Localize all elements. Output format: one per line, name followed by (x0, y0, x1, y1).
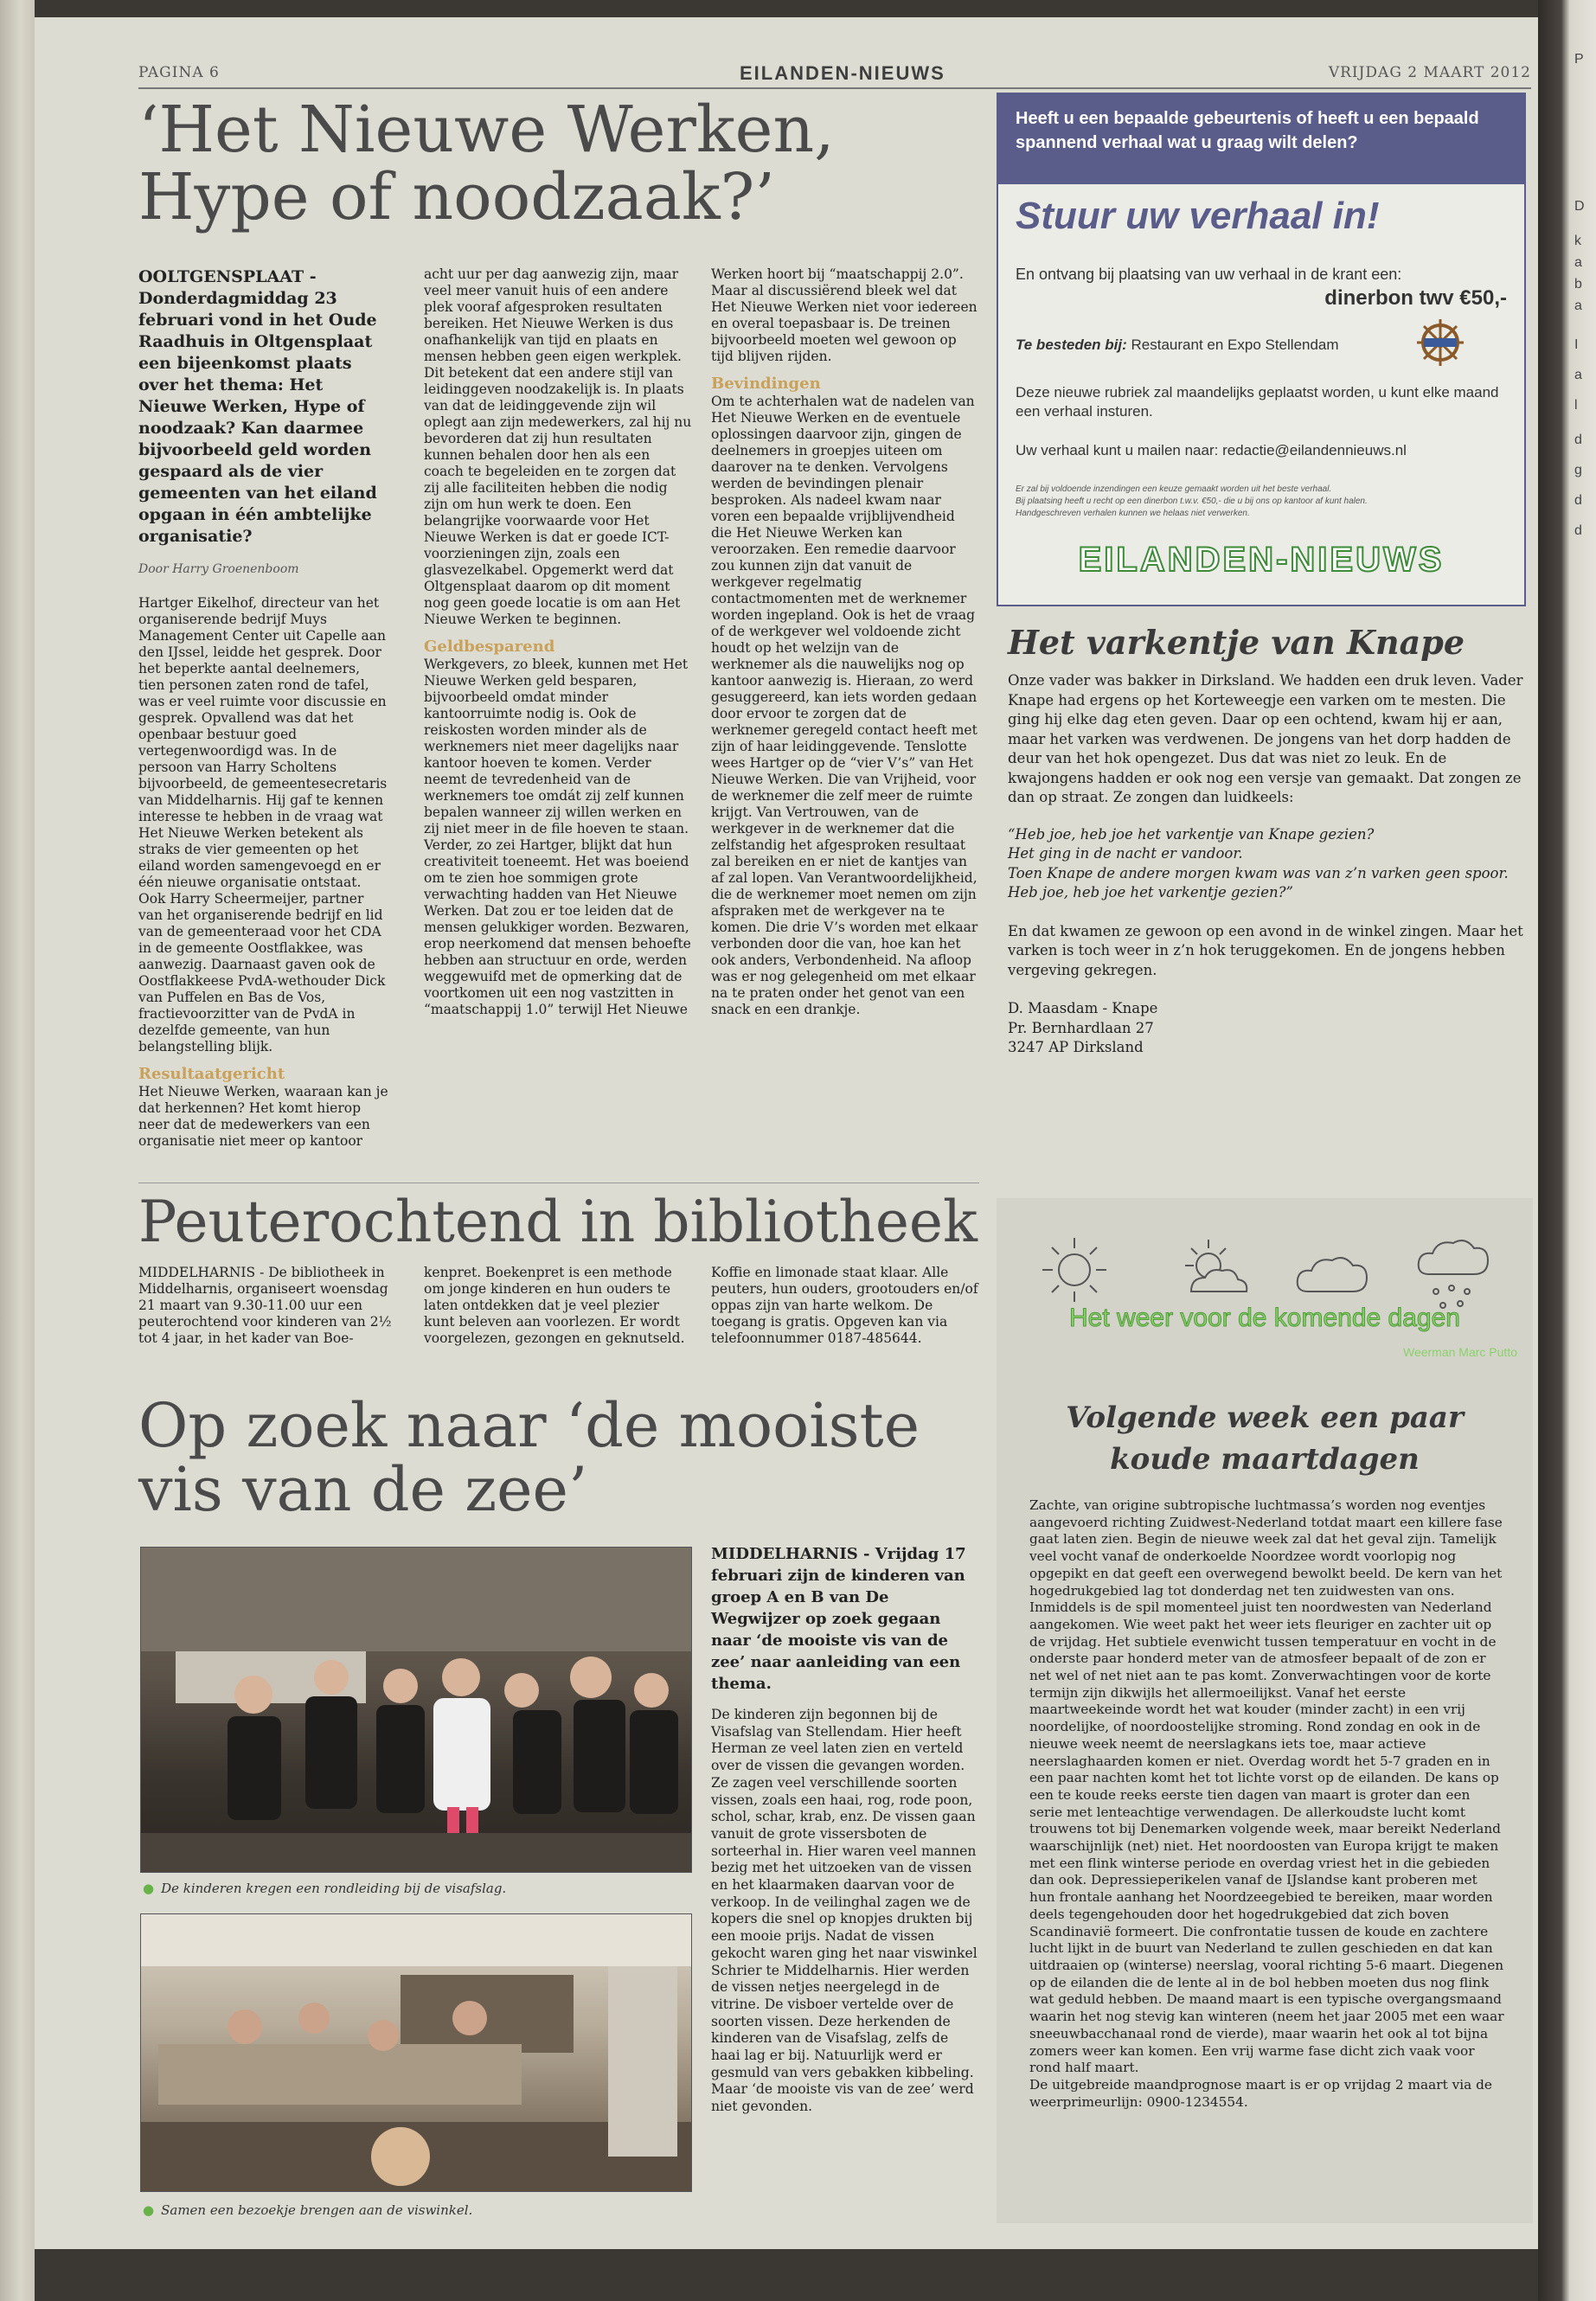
edge-letter: a (1574, 298, 1582, 313)
article3-headline (138, 1390, 920, 1525)
article3-headline-line1: Op zoek naar ‘de mooiste (138, 1390, 920, 1461)
article3-lead: MIDDELHARNIS - Vrijdag 17 februari zijn de kinderen van groep A en B van De Wegwijzer op zoek gegaan naar ‘de mooiste vis van de zee’ naar aanleiding van een thema. (711, 1545, 966, 1693)
article1-body: Werkgevers, zo bleek, kunnen met Het Nieuwe Werken geld besparen, bijvoorbeeld omdat minder kantoorruimte nodig is. Ook de reiskosten worden minder als de werknemers niet meer dagelijks naar kantoor hoeven te komen. Verder neemt de tevredenheid van de werknemers toe omdát zij zelf kunnen bepalen wanneer zij willen werken en zij niet meer in de file hoeven te staan. Verder, zo zei Hartger, blijkt dat hun creativiteit toeneemt. Het was boeiend om te zien hoe sommigen grote verwachting hadden van Het Nieuwe Werken. Dat zou er toe leiden dat de mensen gelukkiger worden. Bezwaren, erop neerkomend dat mensen behoefte hebben aan structuur en orde, werden weggewuifd met de opmerking dat de voortkomen uit een nog vastzitten in “maatschappij 1.0” terwijl Het Nieuwe (424, 657, 691, 1017)
promo-smallprint-line: Bij plaatsing heeft u recht op een dinerbon t.w.v. €50,- die u bij ons op kantoor af kunt halen. (1016, 497, 1368, 506)
reader-story (1008, 621, 1525, 1058)
edge-letter: D (1574, 199, 1585, 214)
edge-letter: b (1574, 277, 1582, 292)
photo-caption-text: De kinderen kregen een rondleiding bij de visafslag. (161, 1881, 507, 1896)
article1-column2 (424, 266, 694, 1018)
story-signature: Pr. Bernhardlaan 27 (1008, 1019, 1154, 1036)
page-binding (0, 0, 35, 2301)
promo-email: Uw verhaal kunt u mailen naar: redactie@eilandennieuws.nl (1016, 442, 1407, 458)
weather-section (997, 1198, 1533, 2223)
promo-besteden-label: Te besteden bij: (1016, 336, 1127, 353)
sun-cloud-icon (1185, 1240, 1247, 1292)
edge-letter: l (1574, 398, 1578, 413)
article3-body: De kinderen zijn begonnen bij de Visafslag van Stellendam. Hier heeft Herman ze veel laten zien en verteld over de vissen die gevangen worden. Ze zagen veel verschillende soorten vissen, zoals een haai, rog, rode poon, schol, schar, krab, enz. De vissen gaan vanuit de grote vissersboten de sorteerhal in. Hier waren veel mannen bezig met het uitzoeken van de vissen en het klaarmaken daarvan voor de verkoop. In de veilinghal zagen we de kopers die snel op knopjes drukten bij een mooie prijs. Nadat de vissen gekocht waren ging het naar viswinkel Schrier te Middelharnis. Hier werden de vissen netjes neergelegd in de vitrine. De visboer vertelde over de soorten vissen. Deze herkenden de kinderen van de Visafslag, zelfs de haai lag er bij. Natuurlijk werd er gesmuld van vers gebakken kibbeling. Maar ‘de mooiste vis van de zee’ werd niet gevonden. (711, 1707, 977, 2115)
article1-body: Werken hoort bij “maatschappij 2.0”. Maar al discussiërend bleek wel dat Het Nieuwe Werken niet voor iedereen en overal toepasbaar is. De treinen bijvoorbeeld moeten wel gewoon op tijd blijven rijden. (711, 266, 977, 364)
sun-icon (1042, 1238, 1106, 1302)
promo-dinerbon: dinerbon twv €50,- (1324, 286, 1507, 310)
photo-caption: ● De kinderen kregen een rondleiding bij de visafslag. (143, 1881, 507, 1896)
article1-subheading: Bevindingen (711, 375, 821, 393)
story-paragraph: En dat kwamen ze gewoon op een avond in de winkel zingen. Maar het varken is toch weer in z’n hok teruggekomen. En de jongens hebben vergeving gekregen. (1008, 922, 1523, 978)
story-signature: D. Maasdam - Knape (1008, 1000, 1158, 1016)
photo-caption: ● Samen een bezoekje brengen aan de viswinkel. (143, 2202, 473, 2218)
story-paragraph: Onze vader was bakker in Dirksland. We hadden een druk leven. Vader Knape had ergens op het Korteweegje een varken om te mesten. Die ging hij elke dag eten geven. Daar op een ochtend, kwam hij er aan, maar het varken was verdwenen. De jongens van het dorp hadden de deur van het hok opengezet. Dus dat was niet zo leuk. En de kwajongens hadden er ook nog een versje van gemaakt. Dat zongen ze dan op straat. Ze zongen dan luidkeels: (1008, 672, 1523, 805)
photo-visafslag (140, 1547, 692, 1873)
promo-smallprint-line: Er zal bij voldoende inzendingen een keuze gemaakt worden uit het beste verhaal. (1016, 484, 1332, 494)
edge-letter: d (1574, 433, 1582, 447)
edge-letter: a (1574, 368, 1582, 382)
photo-caption-text: Samen een bezoekje brengen aan de viswinkel. (161, 2202, 473, 2218)
article2-column1: MIDDELHARNIS - De bibliotheek in Middelharnis, organiseert woensdag 21 maart van 9.30-11.00 uur een peuterochtend voor kinderen van 2½ tot 4 jaar, in het kader van Boe- (138, 1265, 392, 1346)
story-verse-line: “Heb joe, heb joe het varkentje van Knape gezien? (1008, 825, 1375, 843)
edge-letter: I (1574, 337, 1579, 352)
article1-subheading: Geldbesparend (424, 638, 555, 656)
story-verse-line: Toen Knape de andere morgen kwam was van z’n varken geen spoor. (1008, 864, 1509, 881)
article3-headline-line2: vis van de zee’ (138, 1453, 588, 1525)
promo-title: Stuur uw verhaal in! (1016, 195, 1380, 237)
article1-column1 (138, 266, 389, 1150)
edge-letter: P (1574, 52, 1584, 67)
weather-banner: Het weer voor de komende dagen (1069, 1304, 1460, 1332)
promo-banner-line2: spannend verhaal wat u graag wilt delen? (1016, 133, 1358, 152)
article1-byline: Door Harry Groenenboom (138, 562, 299, 576)
story-title: Het varkentje van Knape (1008, 623, 1465, 662)
article1-body: Het Nieuwe Werken, waaraan kan je dat herkennen? Het komt hierop neer dat de medewerkers van een organisatie niet meer op kantoor (138, 1084, 388, 1149)
adjacent-page-edge (1538, 0, 1596, 2301)
fish-shop-illustration (141, 1914, 691, 2191)
article1-headline-line1: ‘Het Nieuwe Werken, (138, 93, 835, 167)
story-verse-line: Heb joe, heb joe het varkentje gezien?” (1008, 884, 1293, 901)
story-verse-line: Het ging in de nacht er vandoor. (1008, 845, 1243, 862)
weather-title (1005, 1397, 1524, 1480)
edge-letter: d (1574, 493, 1582, 508)
promo-besteden-value: Restaurant en Expo Stellendam (1131, 336, 1339, 353)
article1-body: Hartger Eikelhof, directeur van het organiserende bedrijf Muys Management Center uit Capelle aan den IJssel, leidde het gesprek. Door het beperkte aantal deelnemers, tien personen zaten rond de tafel, was er veel ruimte voor discussie en gesprek. Opvallend was dat het openbaar bestuur goed vertegenwoordigd was. In de persoon van Harry Scholtens bijvoorbeeld, de gemeentesecretaris van Middelharnis. Hij gaf te kennen interesse te hebben in de vraag wat Het Nieuwe Werken betekent als straks de vier gemeenten op het eiland worden samengevoegd en er één nieuwe organisatie ontstaat. Ook Harry Scheermeijer, partner van het organiserende bedrijf en lid van de gemeenteraad voor het CDA in de gemeente Oostflakkee, was aanwezig. Daarnaast gaven ook de Oostflakkeese PvdA-wethouder Dick van Puffelen en Bas de Vos, fractievoorzitter van de PvdA in dezelfde gemeente, van hun belangstelling blijk. (138, 595, 388, 1054)
promo-banner-line1: Heeft u een bepaalde gebeurtenis of heeft u een bepaald (1016, 109, 1479, 128)
story-signature: 3247 AP Dirksland (1008, 1039, 1144, 1055)
photo-viswinkel (140, 1913, 692, 2192)
promo-smallprint-line: Handgeschreven verhalen kunnen we helaas niet verwerken. (1016, 509, 1250, 518)
edge-letter: d (1574, 523, 1582, 538)
article1-body: acht uur per dag aanwezig zijn, maar veel meer vanuit huis of een andere plek vooraf afgesproken resultaten bereiken. Het Nieuwe Werken is dus onafhankelijk van tijd en plaats en mensen hebben geen eigen werkplek. Dit betekent dat een andere stijl van leidinggeven noodzakelijk is. In plaats van dat de leidinggevende zijn wil oplegt aan zijn medewerkers, zal hij nu bevorderen dat zij hun resultaten kunnen behalen door hen als een coach te begeleiden en te zorgen dat zij alle faciliteiten hebben die nodig zijn om hun werk te doen. Een belangrijke voorwaarde voor Het Nieuwe Werken is dat er goede ICT-voorzieningen zijn, zoals een glasvezelkabel. Opgemerkt werd dat Oltgensplaat daarom op dit moment nog geen goede locatie is om aan Het Nieuwe Werken te beginnen. (424, 266, 692, 627)
page-number: PAGINA 6 (138, 64, 220, 81)
weather-title-line1: Volgende week een paar (1066, 1400, 1464, 1435)
edge-letter: g (1574, 463, 1582, 478)
weather-title-line2: koude maartdagen (1110, 1442, 1420, 1477)
children-group-illustration (141, 1548, 691, 1872)
article3-column (711, 1543, 979, 2116)
article2-headline: Peuterochtend in bibliotheek (138, 1189, 977, 1255)
weather-credit: Weerman Marc Putto (1402, 1345, 1517, 1359)
rain-cloud-icon (1419, 1240, 1488, 1308)
edge-letter: a (1574, 255, 1582, 270)
promo-text: Deze nieuwe rubriek zal maandelijks geplaatst worden, u kunt elke maand een verhaal insturen. (1016, 384, 1499, 420)
masthead: EILANDEN-NIEUWS (740, 62, 945, 84)
article2-column3: Koffie en limonade staat klaar. Alle peuters, hun ouders, grootouders en/of oppas zijn van harte welkom. De toegang is gratis. Opgeven kan via telefoonnummer 0187-485644. (711, 1265, 978, 1346)
promo-banner (998, 94, 1524, 184)
article2-column2: kenpret. Boekenpret is een methode om jonge kinderen en hun ouders te laten ontdekken dat je veel plezier kunt beleven aan voorlezen. Er wordt voorgelezen, gezongen en geknutseld. (424, 1265, 685, 1346)
promo-logo: EILANDEN-NIEUWS (1078, 541, 1445, 579)
article1-column3 (711, 266, 979, 1018)
weather-paragraph: Zachte, van origine subtropische luchtmassa’s worden nog eventjes aangevoerd richting Zuidwest-Nederland totdat maart een killere fase gaat laten zien. Begin de nieuwe week zal dat het geval zijn. Tamelijk veel vocht vanaf de onderkoelde Noordzee wordt voorlopig nog opgepikt en dat geeft een overwegend bewolkt beeld. De kern van het hogedrukgebied lag tot donderdag net ten zuidwesten van ons. Inmiddels is de spil momenteel juist ten noordwesten van Nederland aangekomen. Wie weet pakt het weer iets fleuriger en zachter uit op de vrijdag. Het subtiele evenwicht tussen temperatuur en vocht in de onderste paar honderd meter van de atmosfeer bepaalt of de zon er net wel of net niet aan te pas komt. Zonverwachtingen voor de korte termijn zijn dikwijls het allermoeilijkst. Vanaf het eerste maartweekeinde wordt het wat kouder (minder zacht) in een vrij noordelijke, of noordoostelijke stroming. Rond zondag en ook in de nieuwe week neemt de neerslagkans iets toe, maar actieve neerslaghaarden komen er niet. Overdag wordt het 5-7 graden en in een paar nachten komt het tot lichte vorst op de eilanden. De kans op een te koude reeks eerste tien dagen van maart is groter dan een serie met lenteachtige verwendagen. De allerkoudste lucht komt trouwens tot bij Denemarken volgende week, maar bereikt Nederland waarschijnlijk (net) niet. Het noordoosten van Europa krijgt te maken met een flink winterse periode en overdag vriest het in die gebieden dan ook. Depressieperikelen vanaf de IJslandse kant proberen met hun frontale aanhang het Noordzeegebied te bereiken, maar worden deels tegengehouden door het hogedrukgebied dat zich boven Scandinavië formeert. Die confrontatie tussen de koude en zachtere lucht lijkt in de buurt van Nederland te zullen geschieden en dat kan uitdraaien op (winterse) neerslag, vooral richting 5-6 maart. Diegenen op de eilanden die de lente al in de bol hebben moeten dus nog flink wat geduld hebben. De maand maart is een typische overgangsmaand waarin het nog stevig kan winteren (neem het jaar 2005 met een waar sneeuwbacchanaal rond de vierde), maar waarin het ook al tot bijna zomers weer kan komen. Een vrij warme fase dicht zich vaak voor rond half maart. (1029, 1497, 1504, 2076)
article1-headline (138, 93, 835, 234)
issue-date: VRIJDAG 2 MAART 2012 (1328, 64, 1531, 81)
header-rule (138, 87, 1531, 89)
edge-letter: k (1574, 234, 1581, 248)
article1-headline-line2: Hype of noodzaak?’ (138, 159, 775, 234)
page-header (138, 64, 1531, 90)
story-promo-box (997, 93, 1526, 606)
ship-wheel-icon (1412, 316, 1469, 369)
weather-footer: De uitgebreide maandprognose maart is er op vrijdag 2 maart via de weerprimeurlijn: 0900-1234554. (1029, 2076, 1492, 2110)
promo-smallprint (1016, 484, 1507, 520)
promo-text: En ontvang bij plaatsing van uw verhaal in de krant een: (1016, 266, 1402, 283)
cloud-icon (1298, 1258, 1367, 1292)
article1-body: Om te achterhalen wat de nadelen van Het Nieuwe Werken en de eventuele oplossingen daarvoor zijn, gingen de deelnemers in groepjes uiteen om daarover na te denken. Vervolgens werden de bevindingen plenair besproken. Als nadeel kwam naar voren een bepaalde vrijblijvendheid die Het Nieuwe Werken kan veroorzaken. Een remedie daarvoor zou kunnen zijn dat vanuit de werkgever regelmatig contactmomenten met de werknemer worden ingepland. Ook is het de vraag of de werkgever wel voldoende zicht houdt op het welzijn van de werknemer als die nauwelijks nog op kantoor aanwezig is. Hieraan, zo werd gesuggereerd, kan iets worden gedaan door ervoor te zorgen dat de werknemer geregeld contact heeft met zijn of haar leidinggevende. Tenslotte wees Hartger op de “vier V’s” van Het Nieuwe Werken. Die van Vrijheid, voor de werknemer die zelf meer de ruimte krijgt. Van Vertrouwen, van de werkgever in de werknemer dat die zelfstandig het afgesproken resultaat zal bereiken en er niet de kantjes van af zal lopen. Van Verantwoordelijkheid, die de werknemer moet nemen om zijn afspraken met de werkgever na te komen. Die drie V’s worden met elkaar verbonden door die van, hoe kan het ook anders, Verbondenheid. Na afloop was er nog gelegenheid om met elkaar na te praten onder het genot van een snack en een drankje. (711, 394, 978, 1017)
weather-body (1029, 1497, 1507, 2111)
article1-lead: OOLTGENSPLAAT - Donderdagmiddag 23 februari vond in het Oude Raadhuis in Oltgensplaat een bijeenkomst plaats over het thema: Het Nieuwe Werken, Hype of noodzaak? Kan daarmee bijvoorbeeld geld worden gespaard als de vier gemeenten van het eiland opgaan in één ambtelijke organisatie? (138, 267, 377, 546)
article1-subheading: Resultaatgericht (138, 1065, 285, 1083)
